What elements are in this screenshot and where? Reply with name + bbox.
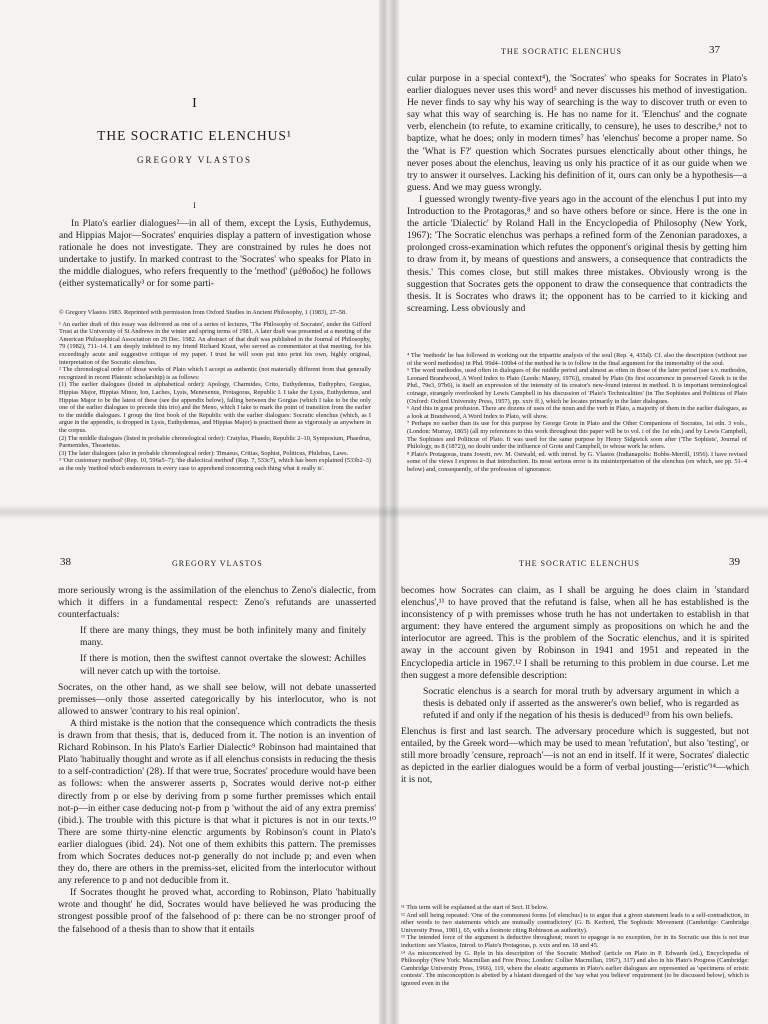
- page-36: [0, 0, 389, 512]
- footnotes-p39: [401, 904, 749, 988]
- paragraph: A third mistake is the notion that the consequence which contradicts the thesis is drawn from that thesis, that is, deduced from it. The notion is an invention of Richard Robinson. In his Plato's Earlier Dialectic⁹ Robinson had maintained that Plato 'habitually thought and wrote as if all elenchus consists in reducing the thesis to a self-contradiction' (28). If that were true, Socrates' procedure would have been as follows: when the answerer asserts p, Socrates would derive not-p either directly from p or else by deriving from p some further premisses which entail not-p—in either case deducing not-p from p 'without the aid of any extra premiss' (ibid.). The trouble with this picture is that what it pictures is not in our texts.¹⁰ There are some thirty-nine elenctic arguments by Robinson's count in Plato's earlier dialogues (ibid. 24). Not one of them exhibits this pattern. The premisses from which Socrates deduces not-p generally do not include p; and even when they do, there are others in the premiss-set, elicited from the interlocutor without any reference to p and not deducible from it.: [58, 717, 376, 887]
- block-quote: If there are many things, they must be both infinitely many and finitely many.: [80, 625, 366, 649]
- page-gutter: [379, 0, 389, 512]
- footnotes-p36: [59, 309, 371, 472]
- text-block-p38: [58, 585, 376, 936]
- page-gutter: [379, 512, 389, 1024]
- copyright-note: © Gregory Vlastos 1983. Reprinted with permission from Oxford Studies in Ancient Philosophy, 1 (1983), 27–58.: [59, 309, 347, 316]
- footnote: ⁴ The 'methods' he has followed in working out the tripartite analysis of the soul (Rep. 4, 435d). Cf. also the description (without use of the word methodos) in Phd. 99d4–100b4 of the method he is to follow in the final argument for the immortality of the soul.: [407, 352, 747, 367]
- footnote: ³ 'Our customary method' (Rep. 10, 596a5–7); 'the dialectical method' (Rep. 7, 533c7), which has been explained (533b2–3) as the only 'method which endeavours in every case to apprehend concerning each thing what it really is'.: [59, 457, 371, 472]
- page-number: 37: [709, 44, 720, 56]
- page-gutter: [389, 0, 399, 512]
- footnote: ⁶ And this in great profusion. There are dozens of uses of the noun and the verb in Plato, a majority of them in the earlier dialogues, as a look at Brandwood, A Word Index to Plato, will show.: [407, 405, 747, 420]
- opening-paragraph: In Plato's earlier dialogues²—in all of them, except the Lysis, Euthydemus, and Hippias Major—Socrates' enquiries display a pattern of investigation whose rationale he does not investigate. They are constrained by rules he does not undertake to justify. In marked contrast to the 'Socrates' who speaks for Plato in the middle dialogues, who refers frequently to the 'method' (μέθοδος) he follows (either systematically³ or for some parti-: [59, 218, 371, 290]
- footnote: ¹¹ This term will be explained at the start of Sect. II below.: [401, 904, 548, 911]
- chapter-title: THE SOCRATIC ELENCHUS¹: [97, 128, 292, 143]
- footnote: ¹² And still being repeated: 'One of the commonest forms [of elenchus] is to argue that a given statement leads to a self-contradiction, in other words to two statements which are mutually contradictory' (G. B. Kerferd, The Sophistic Movement (Cambridge: Cambridge University Press, 1981), 65, with a footnote citing Robinson as authority).: [401, 911, 749, 934]
- footnote: ¹³ The intended force of the argument is deductive throughout; resort to epagoge is no exception, for in its Socratic use this is not true induction: see Vlastos, Introd. to Plato's Protagoras, p. xxix and nn. 18 and 45.: [401, 934, 749, 949]
- paragraph: If Socrates thought he proved what, according to Robinson, Plato 'habitually wrote and thought' he did, Socrates would have believed he was producing the strongest possible proof of the falsehood of p: there can be no stronger proof of the falsehood of a thesis than to show that it entails: [58, 887, 376, 935]
- page-38: [0, 512, 389, 1024]
- running-head: THE SOCRATIC ELENCHUS: [519, 559, 641, 568]
- page-37: [389, 0, 768, 512]
- footnote: ¹⁴ As misconceived by G. Ryle in his description of 'the Socratic Method' (article on Plato in P. Edwards (ed.), Encyclopedia of Philosophy (New York: Macmillan and Free Press; London: Collier Macmillan, 1967), 317) and also in his Plato's Progress (Cambridge: Cambridge University Press, 1966), 119, where the eleatic arguments in Plato's earlier dialogues are represented as 'specimens of eristic contests'. The misconception is abetted by a blatant disregard of the 'say what you believe' requirement (to be discussed below), which is ignored even in the: [401, 949, 749, 987]
- running-head: THE SOCRATIC ELENCHUS: [501, 47, 623, 56]
- text-block-p37: [407, 73, 747, 315]
- section-numeral: I: [193, 201, 196, 210]
- page-number: 39: [729, 556, 740, 568]
- chapter-numeral: I: [192, 96, 197, 111]
- footnote: (1) The earlier dialogues (listed in alphabetical order): Apology, Charmides, Crito, Euthydemus, Euthyphro, Gorgias, Hippias Major, Hippias Minor, Ion, Laches, Lysis, Menexenus, Protagoras, Republic I. I take the Lysis, Euthydemus, and Hippias Major to be the latest of these (see the appendix below), falling between the Gorgias (which I take to be the only one of the earlier dialogues to precede this trio) and the Meno, which I take to mark the point of transition from the earlier to the middle dialogues. I group the first book of the Republic with the earlier dialogues: Socratic elenchus (which, as I argue in the appendix, is dropped in Lysis, Euthydemus, and Hippias Major) is practised there as vigorously as anywhere in the corpus.: [59, 381, 371, 434]
- block-quote: If there is motion, then the swiftest cannot overtake the slowest: Achilles will never catch up with the tortoise.: [80, 653, 366, 677]
- footnote: ⁵ The word methodos, used often in dialogues of the middle period and almost as often in those of the later period (see s.v. methodos, Leonard Brandwood, A Word Index to Plato (Leeds: Maney, 1976)), created by Plato (its first occurrence in preserved Greek is in the Phd., 79e3, 97b6), is itself an expression of the intensity of its creator's new-found interest in method. It is important terminological coinage, strangely overlooked by Lewis Campbell in his discussion of 'Plato's Technicalities' (in The Sophistes and Politicus of Plato (Oxford: Oxford University Press, 1957), pp. xxiv ff.), which he locates primarily in the later dialogues.: [407, 367, 747, 405]
- text-block-p39: [401, 585, 749, 787]
- paragraph: becomes how Socrates can claim, as I shall be arguing he does claim in 'standard elenchus',¹¹ to have proved that the refutand is false, when all he has established is the inconsistency of p with premisses whose truth he has not undertaken to establish in that argument: they have entered the argument simply as propositions on which he and the interlocutor are agreed. This is the problem of the Socratic elenchus, and it is spirited away in the account given by Robinson in 1941 and 1951 and repeated in the Encyclopedia article in 1967.¹² I shall be returning to this problem in due course. Let me then suggest a more defensible description:: [401, 585, 749, 681]
- author-name: GREGORY VLASTOS: [136, 155, 253, 165]
- footnote: ⁷ Perhaps no earlier than its use for this purpose by George Grote in Plato and the Other Companions of Socrates, 1st edn. 3 vols., (London: Murray, 1865) (all my references to this work throughout this paper will be to vol. i of the 1st edn.) and by Lewis Campbell, The Sophistes and Politicus of Plato. It was used for the same purpose by Henry Sidgwick soon after ('The Sophists', Journal of Philology, ns 8 (1872)), no doubt under the influence of Grote and Campbell, to whose work he refers.: [407, 420, 747, 451]
- footnote: (2) The middle dialogues (listed in probable chronological order): Cratylus, Phaedo, Republic 2–10, Symposium, Phaedrus, Parmenides, Theaetetus.: [59, 434, 371, 450]
- block-quote: Socratic elenchus is a search for moral truth by adversary argument in which a thesis is debated only if asserted as the answerer's own belief, who is regarded as refuted if and only if the negation of his thesis is deduced¹³ from his own beliefs.: [423, 685, 739, 721]
- scan-fold: [0, 505, 768, 519]
- footnotes-p37: [407, 352, 747, 474]
- footnote: ² The chronological order of those works of Plato which I accept as authentic (not materially different from that generally recognized in recent Platonic scholarship) is as follows:: [59, 366, 371, 381]
- paragraph: cular purpose in a special context⁴), the 'Socrates' who speaks for Socrates in Plato's earlier dialogues never uses this word⁵ and never discusses his method of investigation. He never finds to say why his way of searching is the way to discover truth or even to say what this way of searching is. He has no name for it. 'Elenchus' and the cognate verb, elenchein (to refute, to examine critically, to censure), he uses to describe,⁶ not to baptize, what he does; only in modern times⁷ has 'elenchus' become a proper name. So the 'What is F?' question which Socrates pursues elenctically about other things, he never poses about the elenchus, leaving us only his practice of it as our guide when we try to answer it ourselves. Lacking his definition of it, ours can only be a hypothesis—a guess. And we may guess wrongly.: [407, 73, 747, 193]
- footnote: (3) The later dialogues (also in probable chronological order): Timaeus, Critias, Sophist, Politicus, Philebus, Laws.: [59, 449, 349, 457]
- footnote: ⁸ Plato's Protagoras, trans Jowett, rev. M. Ostwald, ed. with introd. by G. Vlastos (Indianapolis: Bobbs-Merrill, 1956). I have revised some of the views I express in that introduction. Its most serious error is its misinterpretation of the elenchus (on which, see pp. 51–4 below) and, consequently, of the profession of ignorance.: [407, 450, 747, 473]
- page-number: 38: [60, 556, 71, 568]
- paragraph: I guessed wrongly twenty-five years ago in the account of the elenchus I put into my Introduction to the Protagoras,⁸ and so have others before or since. Here is the one in the article 'Dialectic' by Roland Hall in the Encyclopedia of Philosophy (New York, 1967): 'The Socratic elenchus was perhaps a refined form of the Zenonian paradoxes, a prolonged cross-examination which refutes the opponent's original thesis by getting him to draw from it, by means of questions and answers, a consequence that contradicts the thesis.' This comes close, but still makes three mistakes. Obviously wrong is the suggestion that Socrates gets the opponent to draw the consequence that contradicts the thesis. It is Socrates who draws it; the opponent has to be carried to it kicking and screaming. Less obviously and: [407, 193, 747, 314]
- paragraph: Elenchus is first and last search. The adversary procedure which is suggested, but not entailed, by the Greek word—which may be used to mean 'refutation', but also 'testing', or still more broadly 'censure, reproach'—is not an end in itself. If it were, Socrates' dialectic as depicted in the earlier dialogues would be a form of verbal jousting—'eristic'¹⁴—which it is not,: [401, 726, 749, 786]
- paragraph: more seriously wrong is the assimilation of the elenchus to Zeno's dialectic, from which it differs in a fundamental respect: Zeno's refutands are unasserted counterfactuals:: [58, 585, 376, 621]
- page-gutter: [389, 512, 399, 1024]
- running-head: GREGORY VLASTOS: [172, 559, 263, 568]
- page-39: [389, 512, 768, 1024]
- paragraph: Socrates, on the other hand, as we shall see below, will not debate unasserted premisses—only those asserted categorically by his interlocutor, who is not allowed to answer 'contrary to his real opinion'.: [58, 681, 376, 717]
- footnote: ¹ An earlier draft of this essay was delivered as one of a series of lectures, 'The Philosophy of Socrates', under the Gifford Trust at the University of St Andrews in the winter and spring terms of 1981. A later draft was presented at a meeting of the American Philosophical Association on 29 Dec. 1982. An abstract of that draft was published in the Journal of Philosophy, 79 (1982), 711–14. I am deeply indebted to my friend Richard Kraut, who served as commentator at that meeting, for his exceedingly acute and suggestive critique of my paper. I trust he will soon put into print his own, highly original, interpretation of the Socratic elenchus.: [59, 320, 371, 366]
